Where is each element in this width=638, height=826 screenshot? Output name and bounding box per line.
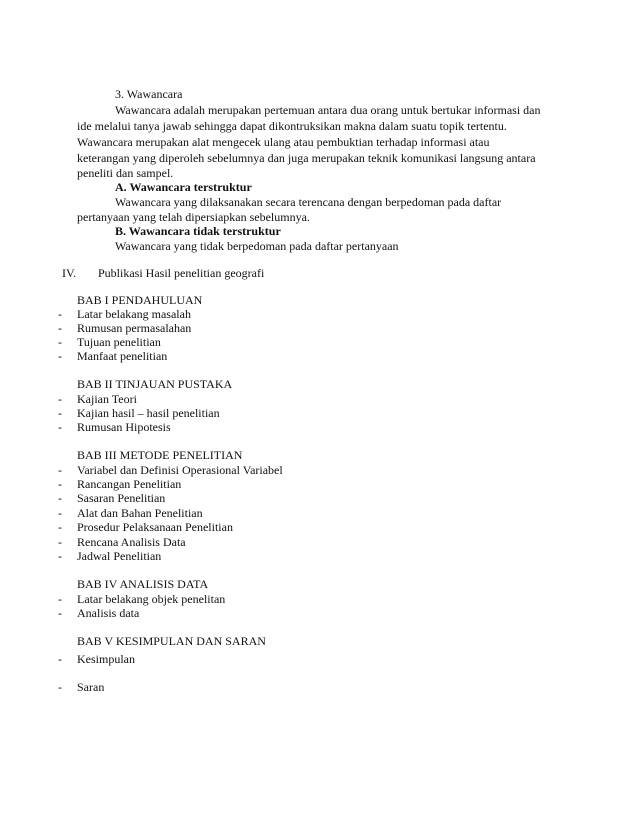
bab1-item: Rumusan permasalahan xyxy=(77,321,192,335)
bab2-item: Kajian hasil – hasil penelitian xyxy=(77,406,220,420)
list-dash: - xyxy=(58,321,62,335)
wawancara-a-title: A. Wawancara terstruktur xyxy=(115,180,252,194)
wawancara-heading: 3. Wawancara xyxy=(115,87,183,101)
wawancara-para-line-3: Wawancara merupakan alat mengecek ulang atau pembuktian terhadap informasi atau xyxy=(77,135,490,149)
bab1-item: Latar belakang masalah xyxy=(77,307,191,321)
list-dash: - xyxy=(58,520,62,534)
wawancara-a-text-line-1: Wawancara yang dilaksanakan secara terencana dengan berpedoman pada daftar xyxy=(115,195,502,209)
bab3-item: Rancangan Penelitian xyxy=(77,477,182,491)
bab5-title: BAB V KESIMPULAN DAN SARAN xyxy=(77,634,266,648)
list-dash: - xyxy=(58,406,62,420)
bab3-item: Rencana Analisis Data xyxy=(77,535,186,549)
bab3-item: Variabel dan Definisi Operasional Variabel xyxy=(77,463,283,477)
bab3-title: BAB III METODE PENELITIAN xyxy=(77,448,243,462)
list-dash: - xyxy=(58,307,62,321)
list-dash: - xyxy=(58,549,62,563)
wawancara-para-line-5: peneliti dan sampel. xyxy=(77,166,174,180)
list-dash: - xyxy=(58,680,62,694)
bab4-title: BAB IV ANALISIS DATA xyxy=(77,577,209,591)
bab1-item: Manfaat penelitian xyxy=(77,349,168,363)
bab3-item: Alat dan Bahan Penelitian xyxy=(77,506,203,520)
bab4-item: Latar belakang objek penelitan xyxy=(77,592,226,606)
bab3-item: Prosedur Pelaksanaan Penelitian xyxy=(77,520,233,534)
list-dash: - xyxy=(58,392,62,406)
bab5-item: Saran xyxy=(77,680,105,694)
wawancara-para-line-2: ide melalui tanya jawab sehingga dapat dikontruksikan makna dalam suatu topik tertentu. xyxy=(77,119,507,133)
bab5-item: Kesimpulan xyxy=(77,652,135,666)
bab2-item: Kajian Teori xyxy=(77,392,137,406)
list-dash: - xyxy=(58,592,62,606)
bab3-item: Jadwal Penelitian xyxy=(77,549,162,563)
bab2-title: BAB II TINJAUAN PUSTAKA xyxy=(77,377,233,391)
list-dash: - xyxy=(58,506,62,520)
bab1-title: BAB I PENDAHULUAN xyxy=(77,293,203,307)
list-dash: - xyxy=(58,349,62,363)
bab4-item: Analisis data xyxy=(77,606,140,620)
list-dash: - xyxy=(58,335,62,349)
wawancara-a-text-line-2: pertanyaan yang telah dipersiapkan sebelumnya. xyxy=(77,210,310,224)
section-title: Publikasi Hasil penelitian geografi xyxy=(98,266,265,280)
list-dash: - xyxy=(58,606,62,620)
wawancara-para-line-4: keterangan yang diperoleh sebelumnya dan juga merupakan teknik komunikasi langsung antara xyxy=(77,151,536,165)
wawancara-b-text: Wawancara yang tidak berpedoman pada daftar pertanyaan xyxy=(115,239,399,253)
bab2-item: Rumusan Hipotesis xyxy=(77,420,171,434)
list-dash: - xyxy=(58,463,62,477)
section-number: IV. xyxy=(62,266,77,280)
bab1-item: Tujuan penelitian xyxy=(77,335,161,349)
wawancara-para-line-1: Wawancara adalah merupakan pertemuan antara dua orang untuk bertukar informasi dan xyxy=(115,103,541,117)
wawancara-b-title: B. Wawancara tidak terstruktur xyxy=(115,224,281,238)
bab3-item: Sasaran Penelitian xyxy=(77,491,166,505)
list-dash: - xyxy=(58,652,62,666)
list-dash: - xyxy=(58,420,62,434)
list-dash: - xyxy=(58,535,62,549)
list-dash: - xyxy=(58,491,62,505)
list-dash: - xyxy=(58,477,62,491)
